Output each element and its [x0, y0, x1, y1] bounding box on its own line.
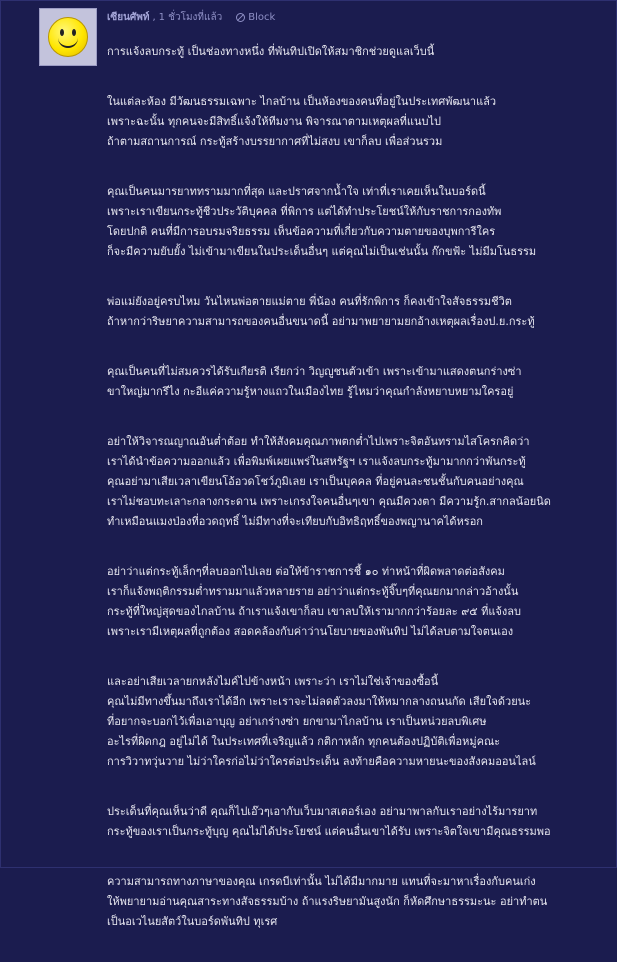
comment-line: ขาใหญ่มากรึไง กะอีแค่ความรู้หางแถวในเมืองไทย รู้ไหมว่าคุณกำลังหยาบหยามใครอยู่: [107, 385, 514, 398]
comment-paragraph: [107, 562, 603, 642]
avatar[interactable]: [39, 8, 97, 66]
comment-line: คุณไม่มีทางขึ้นมาถึงเราได้อีก เพราะเราจะไม่ลดตัวลงมาให้หมากลางถนนกัด เสียใจด้วยนะ: [107, 695, 532, 708]
comment-paragraph: [107, 182, 603, 262]
comment-line: โดยปกติ คนที่มีการอบรมจริยธรรม เห็นข้อความที่เกี่ยวกับความตายของบุพการีใคร: [107, 225, 496, 238]
comment-line: เป็นอเวไนยสัตว์ในบอร์ดพันทิป ทุเรศ: [107, 915, 278, 928]
comment-line: คุณอย่ามาเสียเวลาเขียนโอ้อวดโชว์ภูมิเลย เราเป็นบุคคล ที่อยู่คนละชนชั้นกับคนอย่างคุณ: [107, 475, 524, 488]
comment-paragraph: [107, 362, 603, 402]
comment-line: กระทู้ของเราเป็นกระทู้บุญ คุณไม่ได้ประโยชน์ แต่คนอื่นเขาได้รับ เพราะจิตใจเขามีคุณธรรมพอ: [107, 825, 551, 838]
comment-line: ในแต่ละห้อง มีวัฒนธรรมเฉพาะ ไกลบ้าน เป็นห้องของคนที่อยู่ในประเทศพัฒนาแล้ว: [107, 95, 497, 108]
post-meta: [107, 10, 275, 25]
comment-line: คุณเป็นคนมารยาททรามมากที่สุด และปราศจากน้ำใจ เท่าที่เราเคยเห็นในบอร์ดนี้: [107, 185, 486, 198]
comment-body: [107, 42, 603, 962]
comment-line: เพราะเราเขียนกระทู้ชีวประวัติบุคคล ที่พิการ แต่ได้ทำประโยชน์ให้กับราชการกองทัพ: [107, 205, 502, 218]
comment-line: ความสามารถทางภาษาของคุณ เกรดบีเท่านั้น ไม่ได้มีมากมาย แทนที่จะมาหาเรื่องกับคนเก่ง: [107, 875, 536, 888]
comment-line: และอย่าเสียเวลายกหลังไมค์ไปข้างหน้า เพราะว่า เราไม่ใช่เจ้าของซื้อนี้: [107, 675, 439, 688]
comment-paragraph: [107, 92, 603, 152]
comment-line: ถ้าหากว่าริษยาความสามารถของคนอื่นขนาดนี้ อย่ามาพยายามยกอ้างเหตุผลเรื่องป.ย.กระทู้: [107, 315, 535, 328]
comment-line: ที่อยากจะบอกไว้เพื่อเอาบุญ อย่าเกร่างซ่า ยกขามาไกลบ้าน เราเป็นหน่วยลบพิเศษ: [107, 715, 487, 728]
comment-line: ถ้าตามสถานการณ์ กระทู้สร้างบรรยากาศที่ไม่สงบ เขาก็ลบ เพื่อส่วนรวม: [107, 135, 443, 148]
comment-line: ให้พยายามอ่านคุณสาระทางสัจธรรมบ้าง ถ้าแรงริษยามันสูงนัก ก็หัดศึกษาธรรมะนะ อย่าทำตน: [107, 895, 548, 908]
comment-line: ก็จะมีความยับยั้ง ไม่เข้ามาเขียนในประเด็นอื่นๆ แต่คุณไม่เป็นเช่นนั้น ก๊กขฟ้ะ ไม่มีมโนธรรม: [107, 245, 537, 258]
smiley-face-icon: [48, 17, 88, 57]
comment-paragraph: [107, 42, 603, 62]
comment-line: การแจ้งลบกระทู้ เป็นช่องทางหนึ่ง ที่พันทิปเปิดให้สมาชิกช่วยดูแลเว็บนี้: [107, 45, 435, 58]
comment-line: คุณเป็นคนที่ไม่สมควรได้รับเกียรติ เรียกว่า วิญญูชนตัวเข้า เพราะเข้ามาแสดงตนกร่างซ่า: [107, 365, 522, 378]
comment-line: อย่าว่าแต่กระทู้เล็กๆที่ลบออกไปเลย ต่อให้ข้าราชการชี้ ๑๐ ท่าหน้าที่ผิดพลาดต่อสังคม: [107, 565, 505, 578]
comment-line: เราไม่ชอบทะเลาะกลางกระดาน เพราะเกรงใจคนอื่นๆเขา คุณมีควงตา มีความรู้ก.สากลน้อยนิด: [107, 495, 551, 508]
post-time: 1 ชั่วโมงที่แล้ว: [158, 12, 223, 23]
comment-line: เพราะเรามีเหตุผลที่ถูกต้อง สอดคล้องกับค่าว่านโยบายของพันทิป ไม่ได้ลบตามใจตนเอง: [107, 625, 514, 638]
comment-line: อะไรที่ผิดกฎ อยู่ไม่ได้ ในประเทศที่เจริญแล้ว กติกาหลัก ทุกคนต้องปฏิบัติเพื่อหมู่คณะ: [107, 735, 501, 748]
comment-line: การวิวาทวุ่นวาย ไม่ว่าใครก่อไม่ว่าใครต่อประเด็น ลงท้ายคือความหายนะของสังคมออนไลน์: [107, 755, 536, 768]
comment-line: เราได้นำข้อความออกแล้ว เพื่อพิมพ์เผยแพร่ในสหรัฐฯ เราแจ้งลบกระทู้มามากกว่าพันกระทู้: [107, 455, 526, 468]
comment-paragraph: [107, 432, 603, 532]
meta-separator: ,: [152, 12, 156, 23]
comment-line: เราก็แจ้งพฤติกรรมต่ำทรามมาแล้วหลายราย อย่าว่าแต่กระทู้จิ๊บๆที่คุณยกมากล่าวอ้างนั้น: [107, 585, 519, 598]
comment-line: เพราะฉะนั้น ทุกคนจะมีสิทธิ์แจ้งให้ทีมงาน พิจารณาตามเหตุผลที่แนบไป: [107, 115, 442, 128]
comment-paragraph: [107, 872, 603, 932]
block-icon[interactable]: [236, 13, 245, 22]
comment-line: พ่อแม่ยังอยู่ครบไหม วันไหนพ่อตายแม่ตาย พี่น้อง คนที่รักพิการ ก็คงเข้าใจสัจธรรมชีวิต: [107, 295, 512, 308]
comment-line: กระทู้ที่ใหญ่สุดของไกลบ้าน ถ้าเราแจ้งเขาก็ลบ เขาลบให้เรามากกว่าร้อยละ ๙๕ ที่แจ้งลบ: [107, 605, 521, 618]
block-button[interactable]: Block: [248, 12, 276, 23]
comment-line: ประเด็นที่คุณเห็นว่าดี คุณก็ไปเอ๊วๆเอากับเว็บมาสเตอร์เอง อย่ามาพาลกับเราอย่างไร้มารยาท: [107, 805, 538, 818]
comment-line: อย่าให้วิจารณญาณอันต่ำต้อย ทำให้สังคมคุณภาพตกต่ำไปเพราะจิตอันทรามไสโครกคิดว่า: [107, 435, 530, 448]
comment-paragraph: [107, 672, 603, 772]
comment-paragraph: [107, 292, 603, 332]
comment-paragraph: [107, 802, 603, 842]
author-name[interactable]: เซียนศัพท์: [107, 12, 150, 23]
comment-line: ทำเหมือนแมงป่องที่อวดฤทธิ์ ไม่มีทางที่จะเทียบกับอิทธิฤทธิ์ของพญานาคได้หรอก: [107, 515, 483, 528]
